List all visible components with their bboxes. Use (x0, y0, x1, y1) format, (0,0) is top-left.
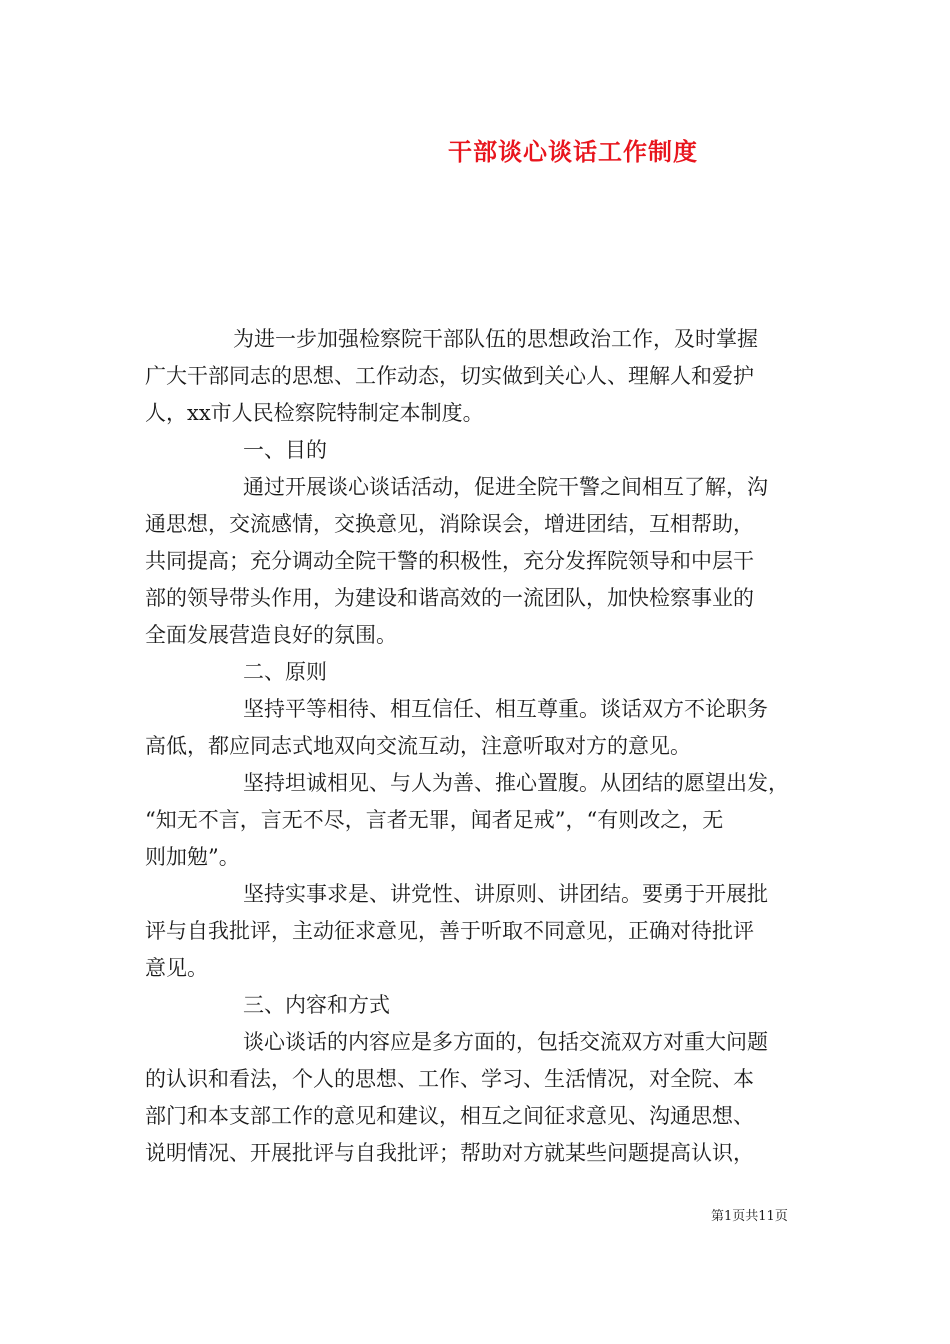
paragraph-line: 谈心谈话的内容应是多方面的，包括交流双方对重大问题 (243, 1030, 768, 1054)
section-heading: 二、原则 (243, 660, 327, 684)
paragraph-line: 坚持实事求是、讲党性、讲原则、讲团结。要勇于开展批 (243, 882, 768, 906)
section-heading: 三、内容和方式 (243, 993, 390, 1017)
paragraph-line: 意见。 (145, 956, 208, 980)
paragraph-line: 通过开展谈心谈话活动，促进全院干警之间相互了解，沟 (243, 475, 768, 499)
paragraph-line: 共同提高；充分调动全院干警的积极性，充分发挥院领导和中层干 (145, 549, 754, 573)
section-heading: 一、目的 (243, 438, 327, 462)
paragraph-line: 坚持坦诚相见、与人为善、推心置腹。从团结的愿望出发， (243, 771, 789, 795)
paragraph-line: 通思想，交流感情，交换意见，消除误会，增进团结，互相帮助， (145, 512, 754, 536)
paragraph-line: 部门和本支部工作的意见和建议，相互之间征求意见、沟通思想、 (145, 1104, 754, 1128)
page-number: 第1页共11页 (711, 1209, 788, 1224)
paragraph-line: 则加勉”。 (145, 845, 240, 869)
paragraph-line: 广大干部同志的思想、工作动态，切实做到关心人、理解人和爱护 (145, 364, 754, 388)
paragraph-line: 全面发展营造良好的氛围。 (145, 623, 397, 647)
paragraph-line: 高低，都应同志式地双向交流互动，注意听取对方的意见。 (145, 734, 691, 758)
paragraph-line: 说明情况、开展批评与自我批评；帮助对方就某些问题提高认识， (145, 1141, 754, 1165)
paragraph-line: 为进一步加强检察院干部队伍的思想政治工作，及时掌握 (233, 327, 758, 351)
paragraph-line: 的认识和看法，个人的思想、工作、学习、生活情况，对全院、本 (145, 1067, 754, 1091)
document-title: 干部谈心谈话工作制度 (448, 138, 698, 166)
paragraph-line: 坚持平等相待、相互信任、相互尊重。谈话双方不论职务 (243, 697, 768, 721)
paragraph-line: “知无不言，言无不尽，言者无罪，闻者足戒”，“有则改之，无 (145, 808, 724, 832)
document-body (145, 321, 815, 1172)
paragraph-line: 评与自我批评，主动征求意见，善于听取不同意见，正确对待批评 (145, 919, 754, 943)
paragraph-line: 部的领导带头作用，为建设和谐高效的一流团队，加快检察事业的 (145, 586, 754, 610)
paragraph-line: 人，xx市人民检察院特制定本制度。 (145, 401, 484, 425)
